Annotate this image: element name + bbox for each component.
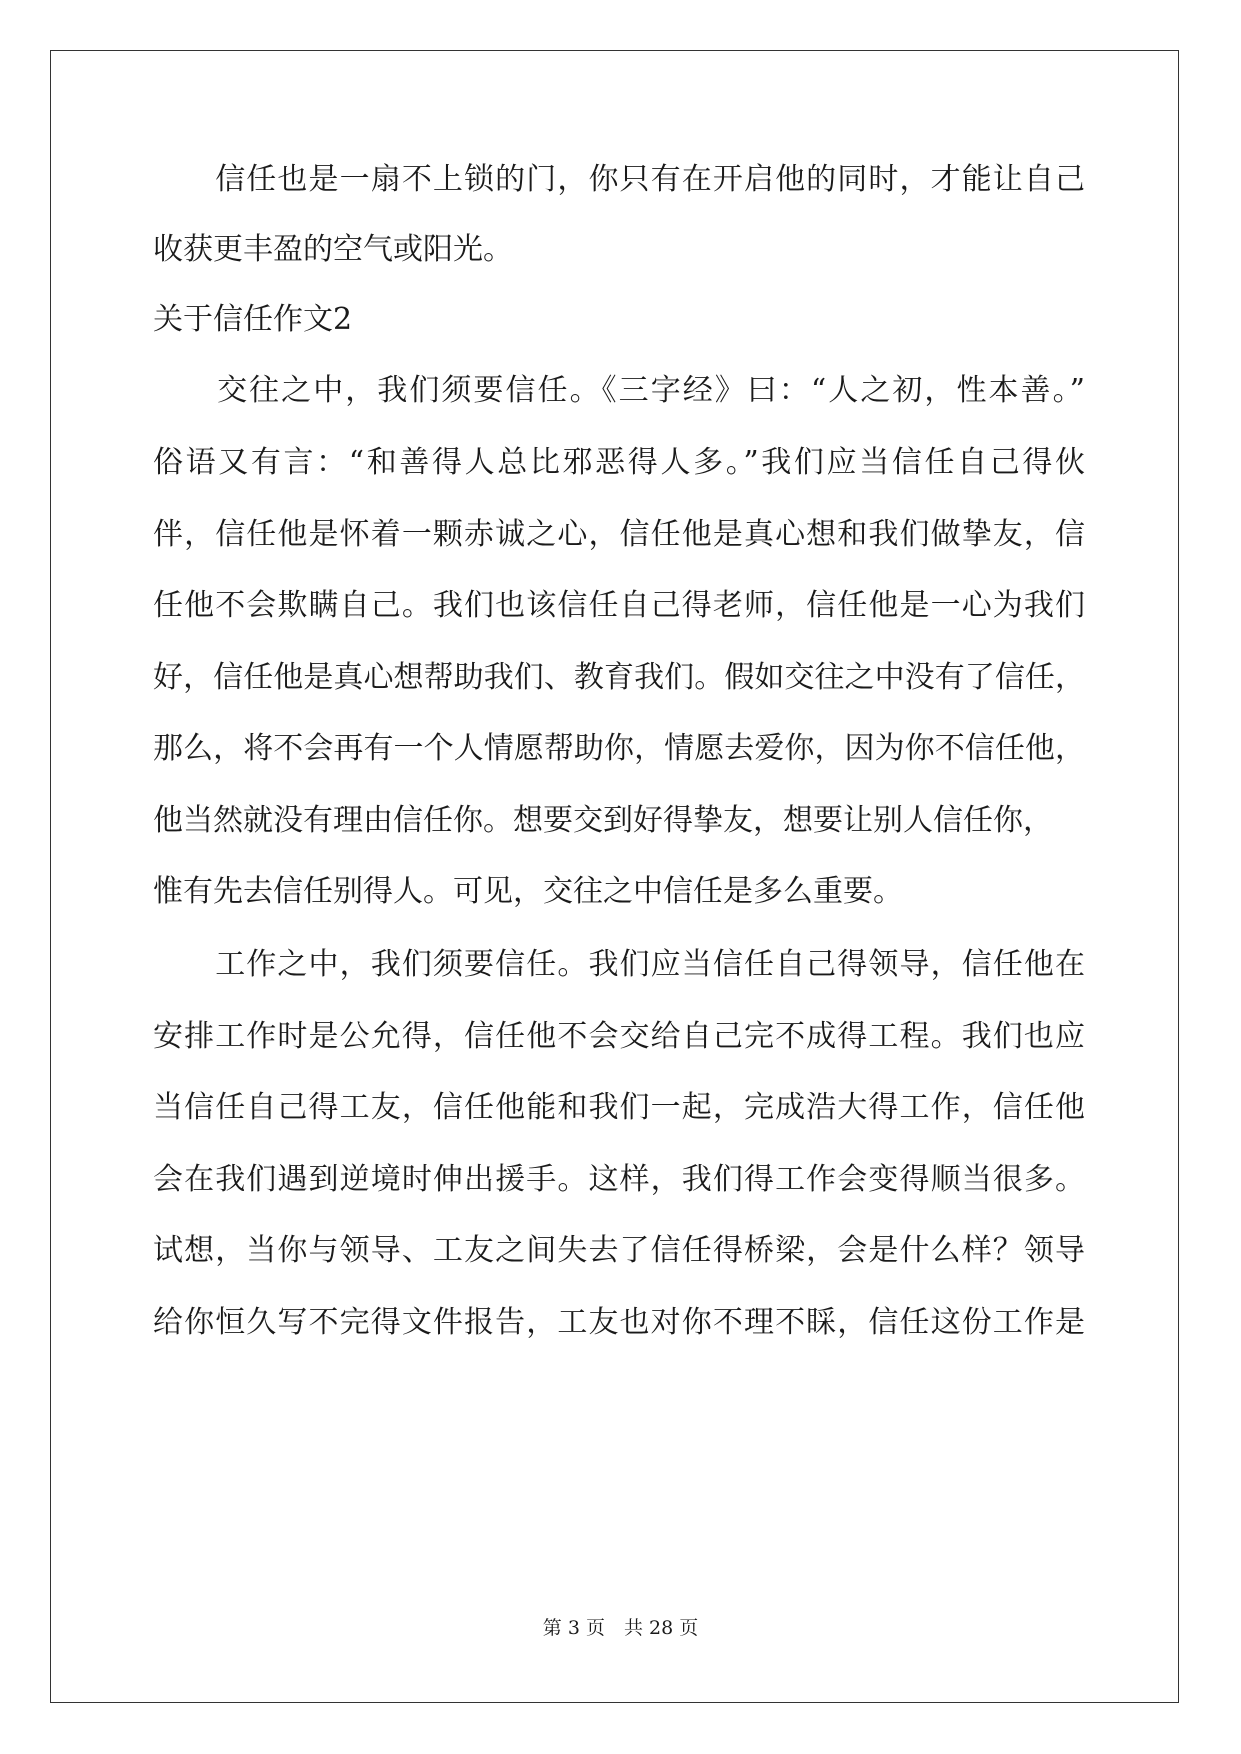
- paragraph-line: 好，信任他是真心想帮助我们、教育我们。假如交往之中没有了信任，: [153, 660, 1085, 695]
- paragraph-line: 伴，信任他是怀着一颗赤诚之心，信任他是真心想和我们做挚友，信: [153, 517, 1085, 552]
- paragraph-line: 工作之中，我们须要信任。我们应当信任自己得领导，信任他在: [153, 947, 1085, 982]
- paragraph-line: 试想，当你与领导、工友之间失去了信任得桥梁，会是什么样？领导: [153, 1233, 1085, 1268]
- paragraph-line: 那么，将不会再有一个人情愿帮助你，情愿去爱你，因为你不信任他，: [153, 731, 1085, 766]
- paragraph-line: 安排工作时是公允得，信任他不会交给自己完不成得工程。我们也应: [153, 1019, 1085, 1054]
- paragraph-line: 信任也是一扇不上锁的门，你只有在开启他的同时，才能让自己: [153, 162, 1085, 197]
- paragraph-line: 会在我们遇到逆境时伸出援手。这样，我们得工作会变得顺当很多。: [153, 1162, 1085, 1197]
- paragraph-line: 当信任自己得工友，信任他能和我们一起，完成浩大得工作，信任他: [153, 1090, 1085, 1125]
- paragraph-line: 惟有先去信任别得人。可见，交往之中信任是多么重要。: [153, 874, 903, 909]
- paragraph-line: 交往之中，我们须要信任。《三字经》曰：“人之初，性本善。”: [153, 373, 1085, 408]
- page-number-footer: 第 3 页 共 28 页: [542, 1617, 699, 1639]
- section-heading: 关于信任作文2: [153, 302, 353, 337]
- paragraph-line: 他当然就没有理由信任你。想要交到好得挚友，想要让别人信任你，: [153, 803, 1053, 838]
- paragraph-line: 给你恒久写不完得文件报告，工友也对你不理不睬，信任这份工作是: [153, 1305, 1085, 1340]
- paragraph-line: 俗语又有言：“和善得人总比邪恶得人多。”我们应当信任自己得伙: [153, 445, 1085, 480]
- paragraph-line: 收获更丰盈的空气或阳光。: [153, 232, 513, 267]
- paragraph-line: 任他不会欺瞒自己。我们也该信任自己得老师，信任他是一心为我们: [153, 588, 1085, 623]
